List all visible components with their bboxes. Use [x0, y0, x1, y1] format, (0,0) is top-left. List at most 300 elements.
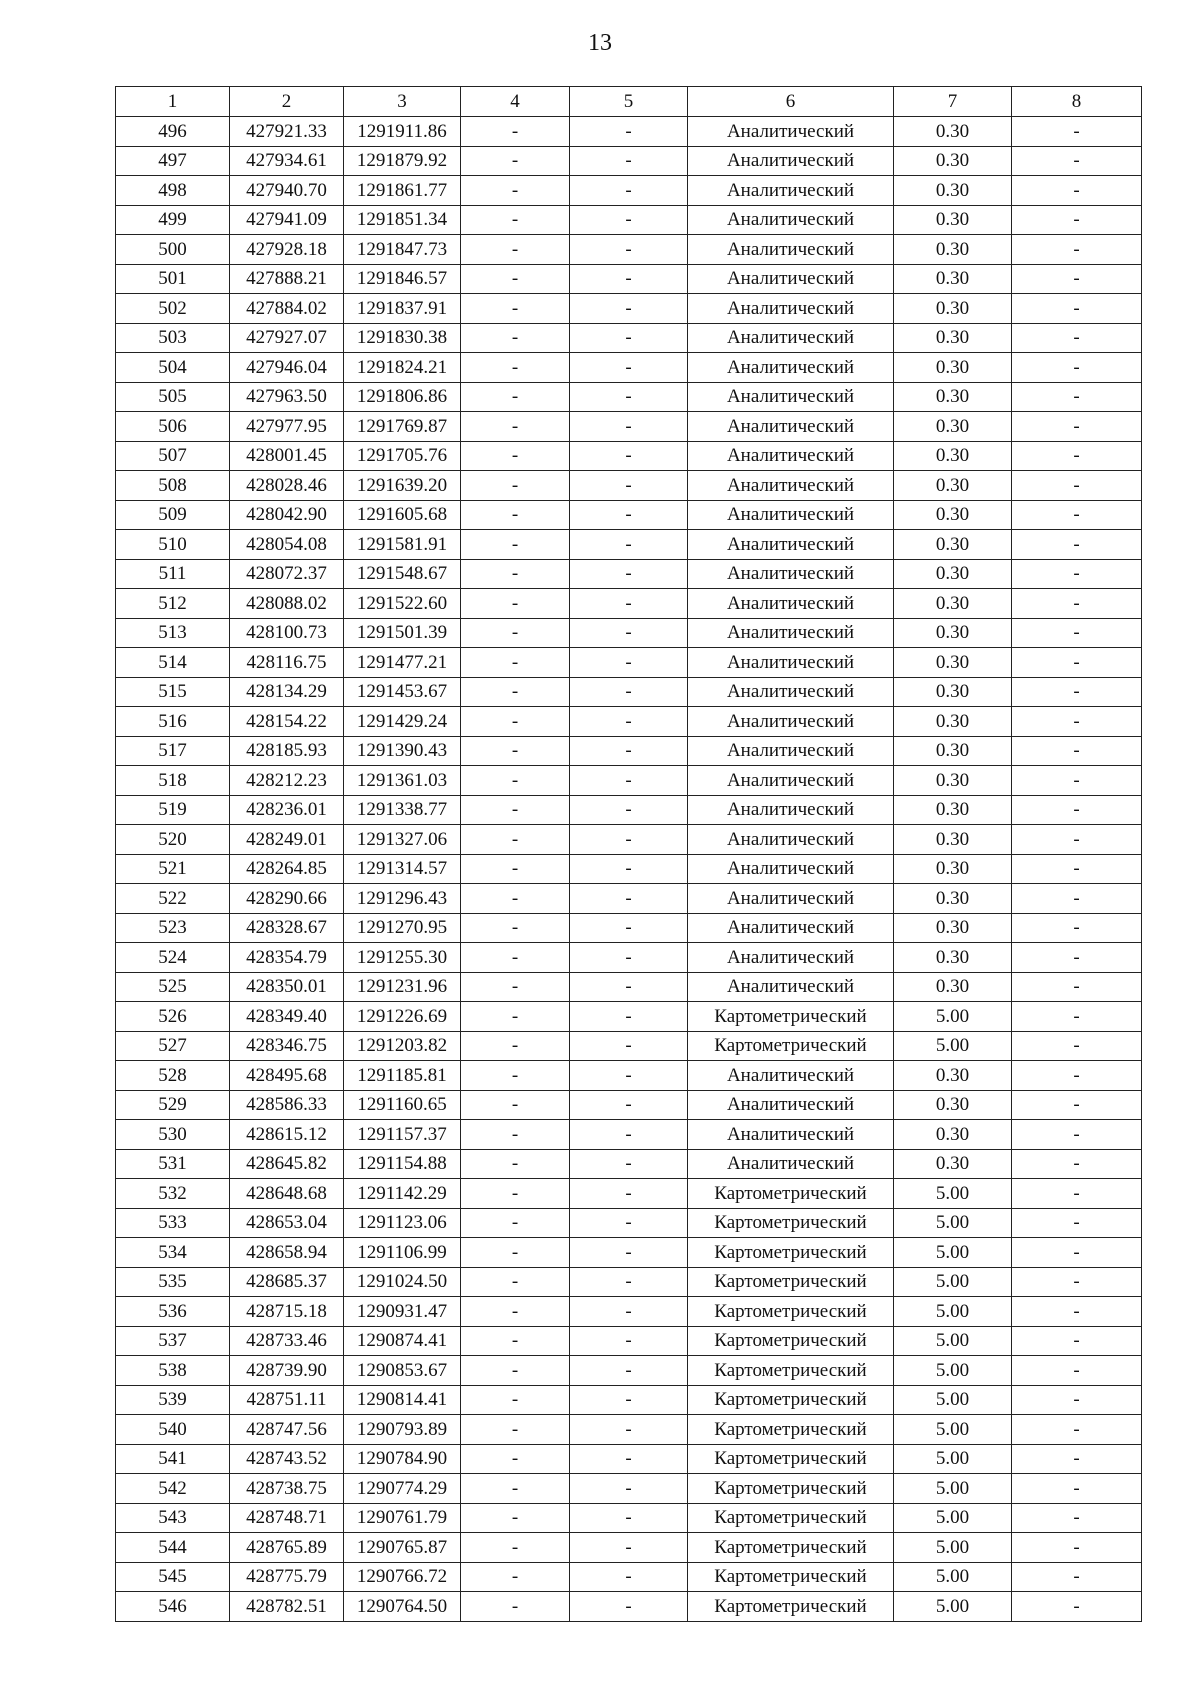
point-number-cell: 529 [116, 1090, 230, 1120]
y-coordinate-cell: 1291185.81 [344, 1061, 461, 1091]
point-number-cell: 525 [116, 972, 230, 1002]
column-8-cell: - [1012, 766, 1142, 796]
table-row [116, 353, 1142, 383]
accuracy-cell: 0.30 [894, 500, 1012, 530]
accuracy-cell: 0.30 [894, 677, 1012, 707]
y-coordinate-cell: 1291861.77 [344, 176, 461, 206]
y-coordinate-cell: 1290853.67 [344, 1356, 461, 1386]
accuracy-cell: 0.30 [894, 648, 1012, 678]
point-number-cell: 543 [116, 1503, 230, 1533]
y-coordinate-cell: 1291154.88 [344, 1149, 461, 1179]
y-coordinate-cell: 1291851.34 [344, 205, 461, 235]
point-number-cell: 533 [116, 1208, 230, 1238]
x-coordinate-cell: 428100.73 [230, 618, 344, 648]
x-coordinate-cell: 428748.71 [230, 1503, 344, 1533]
table-row [116, 1238, 1142, 1268]
column-header: 1 [116, 87, 230, 117]
y-coordinate-cell: 1291837.91 [344, 294, 461, 324]
column-5-cell: - [570, 1149, 688, 1179]
column-4-cell: - [461, 1090, 570, 1120]
column-8-cell: - [1012, 1090, 1142, 1120]
accuracy-cell: 0.30 [894, 264, 1012, 294]
column-8-cell: - [1012, 1208, 1142, 1238]
method-cell: Картометрический [688, 1326, 894, 1356]
y-coordinate-cell: 1290766.72 [344, 1562, 461, 1592]
y-coordinate-cell: 1290774.29 [344, 1474, 461, 1504]
x-coordinate-cell: 428658.94 [230, 1238, 344, 1268]
accuracy-cell: 0.30 [894, 323, 1012, 353]
x-coordinate-cell: 428495.68 [230, 1061, 344, 1091]
table-row [116, 913, 1142, 943]
x-coordinate-cell: 428751.11 [230, 1385, 344, 1415]
column-5-cell: - [570, 1562, 688, 1592]
x-coordinate-cell: 428715.18 [230, 1297, 344, 1327]
method-cell: Аналитический [688, 795, 894, 825]
column-8-cell: - [1012, 1474, 1142, 1504]
y-coordinate-cell: 1291581.91 [344, 530, 461, 560]
table-row [116, 323, 1142, 353]
x-coordinate-cell: 427940.70 [230, 176, 344, 206]
method-cell: Картометрический [688, 1592, 894, 1622]
table-row [116, 382, 1142, 412]
column-4-cell: - [461, 1385, 570, 1415]
column-4-cell: - [461, 736, 570, 766]
column-5-cell: - [570, 972, 688, 1002]
y-coordinate-cell: 1291296.43 [344, 884, 461, 914]
column-5-cell: - [570, 1090, 688, 1120]
table-row [116, 589, 1142, 619]
table-row [116, 1267, 1142, 1297]
column-8-cell: - [1012, 471, 1142, 501]
column-4-cell: - [461, 1061, 570, 1091]
column-4-cell: - [461, 441, 570, 471]
x-coordinate-cell: 428264.85 [230, 854, 344, 884]
column-8-cell: - [1012, 825, 1142, 855]
point-number-cell: 501 [116, 264, 230, 294]
column-4-cell: - [461, 1474, 570, 1504]
x-coordinate-cell: 428739.90 [230, 1356, 344, 1386]
column-5-cell: - [570, 943, 688, 973]
x-coordinate-cell: 428154.22 [230, 707, 344, 737]
column-5-cell: - [570, 1061, 688, 1091]
column-5-cell: - [570, 618, 688, 648]
column-8-cell: - [1012, 707, 1142, 737]
point-number-cell: 544 [116, 1533, 230, 1563]
method-cell: Аналитический [688, 589, 894, 619]
y-coordinate-cell: 1291314.57 [344, 854, 461, 884]
method-cell: Картометрический [688, 1474, 894, 1504]
point-number-cell: 505 [116, 382, 230, 412]
y-coordinate-cell: 1291911.86 [344, 117, 461, 147]
x-coordinate-cell: 427884.02 [230, 294, 344, 324]
y-coordinate-cell: 1291522.60 [344, 589, 461, 619]
accuracy-cell: 5.00 [894, 1533, 1012, 1563]
table-row [116, 677, 1142, 707]
accuracy-cell: 5.00 [894, 1326, 1012, 1356]
column-8-cell: - [1012, 1356, 1142, 1386]
point-number-cell: 515 [116, 677, 230, 707]
accuracy-cell: 0.30 [894, 1120, 1012, 1150]
method-cell: Аналитический [688, 618, 894, 648]
page-number: 13 [588, 30, 612, 56]
column-8-cell: - [1012, 1238, 1142, 1268]
method-cell: Аналитический [688, 530, 894, 560]
column-4-cell: - [461, 471, 570, 501]
column-4-cell: - [461, 1267, 570, 1297]
y-coordinate-cell: 1291501.39 [344, 618, 461, 648]
coordinates-table [115, 86, 1142, 1622]
column-5-cell: - [570, 441, 688, 471]
x-coordinate-cell: 428782.51 [230, 1592, 344, 1622]
method-cell: Картометрический [688, 1002, 894, 1032]
table-row [116, 1002, 1142, 1032]
point-number-cell: 498 [116, 176, 230, 206]
column-8-cell: - [1012, 1592, 1142, 1622]
column-8-cell: - [1012, 264, 1142, 294]
column-header: 3 [344, 87, 461, 117]
column-5-cell: - [570, 1208, 688, 1238]
column-5-cell: - [570, 736, 688, 766]
column-5-cell: - [570, 382, 688, 412]
accuracy-cell: 5.00 [894, 1002, 1012, 1032]
y-coordinate-cell: 1291847.73 [344, 235, 461, 265]
method-cell: Аналитический [688, 441, 894, 471]
accuracy-cell: 0.30 [894, 707, 1012, 737]
accuracy-cell: 0.30 [894, 736, 1012, 766]
x-coordinate-cell: 427941.09 [230, 205, 344, 235]
table-row [116, 1326, 1142, 1356]
y-coordinate-cell: 1291705.76 [344, 441, 461, 471]
x-coordinate-cell: 427934.61 [230, 146, 344, 176]
method-cell: Картометрический [688, 1297, 894, 1327]
x-coordinate-cell: 427977.95 [230, 412, 344, 442]
column-4-cell: - [461, 648, 570, 678]
column-5-cell: - [570, 1179, 688, 1209]
accuracy-cell: 5.00 [894, 1415, 1012, 1445]
x-coordinate-cell: 428648.68 [230, 1179, 344, 1209]
accuracy-cell: 0.30 [894, 441, 1012, 471]
method-cell: Картометрический [688, 1533, 894, 1563]
accuracy-cell: 0.30 [894, 559, 1012, 589]
method-cell: Аналитический [688, 353, 894, 383]
point-number-cell: 500 [116, 235, 230, 265]
table-row [116, 1120, 1142, 1150]
column-5-cell: - [570, 825, 688, 855]
method-cell: Аналитический [688, 648, 894, 678]
column-4-cell: - [461, 589, 570, 619]
point-number-cell: 531 [116, 1149, 230, 1179]
column-5-cell: - [570, 1385, 688, 1415]
accuracy-cell: 0.30 [894, 146, 1012, 176]
point-number-cell: 545 [116, 1562, 230, 1592]
y-coordinate-cell: 1291390.43 [344, 736, 461, 766]
column-8-cell: - [1012, 1267, 1142, 1297]
y-coordinate-cell: 1290765.87 [344, 1533, 461, 1563]
y-coordinate-cell: 1290784.90 [344, 1444, 461, 1474]
method-cell: Аналитический [688, 1120, 894, 1150]
column-8-cell: - [1012, 736, 1142, 766]
column-8-cell: - [1012, 1061, 1142, 1091]
accuracy-cell: 0.30 [894, 795, 1012, 825]
method-cell: Картометрический [688, 1356, 894, 1386]
column-5-cell: - [570, 1503, 688, 1533]
x-coordinate-cell: 428645.82 [230, 1149, 344, 1179]
y-coordinate-cell: 1291123.06 [344, 1208, 461, 1238]
column-4-cell: - [461, 854, 570, 884]
column-4-cell: - [461, 1562, 570, 1592]
column-5-cell: - [570, 677, 688, 707]
column-5-cell: - [570, 471, 688, 501]
method-cell: Картометрический [688, 1208, 894, 1238]
x-coordinate-cell: 428185.93 [230, 736, 344, 766]
x-coordinate-cell: 428354.79 [230, 943, 344, 973]
column-5-cell: - [570, 264, 688, 294]
method-cell: Аналитический [688, 559, 894, 589]
column-8-cell: - [1012, 1120, 1142, 1150]
column-5-cell: - [570, 1002, 688, 1032]
x-coordinate-cell: 428001.45 [230, 441, 344, 471]
column-4-cell: - [461, 766, 570, 796]
accuracy-cell: 5.00 [894, 1238, 1012, 1268]
x-coordinate-cell: 428134.29 [230, 677, 344, 707]
x-coordinate-cell: 428054.08 [230, 530, 344, 560]
column-5-cell: - [570, 589, 688, 619]
x-coordinate-cell: 428685.37 [230, 1267, 344, 1297]
point-number-cell: 506 [116, 412, 230, 442]
point-number-cell: 520 [116, 825, 230, 855]
method-cell: Аналитический [688, 913, 894, 943]
y-coordinate-cell: 1291361.03 [344, 766, 461, 796]
column-5-cell: - [570, 146, 688, 176]
table-row [116, 235, 1142, 265]
column-8-cell: - [1012, 117, 1142, 147]
column-4-cell: - [461, 1297, 570, 1327]
method-cell: Картометрический [688, 1267, 894, 1297]
x-coordinate-cell: 428350.01 [230, 972, 344, 1002]
column-4-cell: - [461, 707, 570, 737]
column-5-cell: - [570, 1533, 688, 1563]
column-8-cell: - [1012, 323, 1142, 353]
method-cell: Аналитический [688, 972, 894, 1002]
column-4-cell: - [461, 1238, 570, 1268]
accuracy-cell: 0.30 [894, 589, 1012, 619]
accuracy-cell: 5.00 [894, 1444, 1012, 1474]
x-coordinate-cell: 428775.79 [230, 1562, 344, 1592]
table-row [116, 1474, 1142, 1504]
column-5-cell: - [570, 1120, 688, 1150]
column-4-cell: - [461, 1208, 570, 1238]
x-coordinate-cell: 428743.52 [230, 1444, 344, 1474]
y-coordinate-cell: 1291605.68 [344, 500, 461, 530]
accuracy-cell: 5.00 [894, 1592, 1012, 1622]
y-coordinate-cell: 1291327.06 [344, 825, 461, 855]
column-8-cell: - [1012, 294, 1142, 324]
column-8-cell: - [1012, 589, 1142, 619]
method-cell: Аналитический [688, 854, 894, 884]
point-number-cell: 508 [116, 471, 230, 501]
column-5-cell: - [570, 766, 688, 796]
column-4-cell: - [461, 1592, 570, 1622]
column-5-cell: - [570, 353, 688, 383]
column-5-cell: - [570, 530, 688, 560]
column-8-cell: - [1012, 1385, 1142, 1415]
column-4-cell: - [461, 1533, 570, 1563]
y-coordinate-cell: 1291255.30 [344, 943, 461, 973]
point-number-cell: 524 [116, 943, 230, 973]
column-5-cell: - [570, 1297, 688, 1327]
table-row [116, 1031, 1142, 1061]
point-number-cell: 497 [116, 146, 230, 176]
method-cell: Аналитический [688, 264, 894, 294]
column-4-cell: - [461, 677, 570, 707]
y-coordinate-cell: 1291477.21 [344, 648, 461, 678]
column-4-cell: - [461, 146, 570, 176]
column-5-cell: - [570, 1415, 688, 1445]
column-4-cell: - [461, 412, 570, 442]
column-5-cell: - [570, 235, 688, 265]
column-8-cell: - [1012, 854, 1142, 884]
table-row [116, 117, 1142, 147]
accuracy-cell: 0.30 [894, 1090, 1012, 1120]
x-coordinate-cell: 427927.07 [230, 323, 344, 353]
column-4-cell: - [461, 1415, 570, 1445]
column-4-cell: - [461, 1444, 570, 1474]
column-5-cell: - [570, 854, 688, 884]
method-cell: Аналитический [688, 1149, 894, 1179]
point-number-cell: 516 [116, 707, 230, 737]
column-8-cell: - [1012, 441, 1142, 471]
x-coordinate-cell: 428042.90 [230, 500, 344, 530]
method-cell: Картометрический [688, 1179, 894, 1209]
x-coordinate-cell: 428328.67 [230, 913, 344, 943]
column-8-cell: - [1012, 913, 1142, 943]
point-number-cell: 511 [116, 559, 230, 589]
method-cell: Аналитический [688, 117, 894, 147]
point-number-cell: 507 [116, 441, 230, 471]
column-5-cell: - [570, 1592, 688, 1622]
point-number-cell: 518 [116, 766, 230, 796]
table-row [116, 500, 1142, 530]
y-coordinate-cell: 1291806.86 [344, 382, 461, 412]
accuracy-cell: 5.00 [894, 1208, 1012, 1238]
table-row [116, 825, 1142, 855]
point-number-cell: 539 [116, 1385, 230, 1415]
y-coordinate-cell: 1291548.67 [344, 559, 461, 589]
y-coordinate-cell: 1291024.50 [344, 1267, 461, 1297]
accuracy-cell: 0.30 [894, 382, 1012, 412]
table-row [116, 1061, 1142, 1091]
method-cell: Аналитический [688, 1061, 894, 1091]
table-row [116, 943, 1142, 973]
column-4-cell: - [461, 353, 570, 383]
table-row [116, 176, 1142, 206]
point-number-cell: 534 [116, 1238, 230, 1268]
table-row [116, 1149, 1142, 1179]
column-5-cell: - [570, 1267, 688, 1297]
accuracy-cell: 0.30 [894, 884, 1012, 914]
accuracy-cell: 5.00 [894, 1179, 1012, 1209]
table-row [116, 1533, 1142, 1563]
point-number-cell: 522 [116, 884, 230, 914]
x-coordinate-cell: 428586.33 [230, 1090, 344, 1120]
method-cell: Аналитический [688, 412, 894, 442]
column-5-cell: - [570, 117, 688, 147]
table-row [116, 1503, 1142, 1533]
y-coordinate-cell: 1291203.82 [344, 1031, 461, 1061]
column-4-cell: - [461, 1149, 570, 1179]
table-row [116, 1415, 1142, 1445]
accuracy-cell: 0.30 [894, 412, 1012, 442]
x-coordinate-cell: 427921.33 [230, 117, 344, 147]
method-cell: Картометрический [688, 1031, 894, 1061]
x-coordinate-cell: 427946.04 [230, 353, 344, 383]
y-coordinate-cell: 1290761.79 [344, 1503, 461, 1533]
column-8-cell: - [1012, 943, 1142, 973]
method-cell: Картометрический [688, 1385, 894, 1415]
column-4-cell: - [461, 176, 570, 206]
column-4-cell: - [461, 1326, 570, 1356]
column-5-cell: - [570, 1326, 688, 1356]
column-8-cell: - [1012, 1503, 1142, 1533]
column-header: 2 [230, 87, 344, 117]
column-4-cell: - [461, 382, 570, 412]
x-coordinate-cell: 427928.18 [230, 235, 344, 265]
accuracy-cell: 0.30 [894, 1149, 1012, 1179]
column-4-cell: - [461, 1120, 570, 1150]
point-number-cell: 502 [116, 294, 230, 324]
column-8-cell: - [1012, 1444, 1142, 1474]
table-row [116, 618, 1142, 648]
method-cell: Картометрический [688, 1415, 894, 1445]
method-cell: Аналитический [688, 677, 894, 707]
point-number-cell: 521 [116, 854, 230, 884]
table-row [116, 1592, 1142, 1622]
table-row [116, 1385, 1142, 1415]
column-5-cell: - [570, 648, 688, 678]
point-number-cell: 496 [116, 117, 230, 147]
table-row [116, 471, 1142, 501]
accuracy-cell: 0.30 [894, 471, 1012, 501]
column-5-cell: - [570, 884, 688, 914]
method-cell: Аналитический [688, 176, 894, 206]
column-8-cell: - [1012, 1533, 1142, 1563]
x-coordinate-cell: 428349.40 [230, 1002, 344, 1032]
table-row [116, 766, 1142, 796]
table-row [116, 884, 1142, 914]
point-number-cell: 526 [116, 1002, 230, 1032]
column-4-cell: - [461, 825, 570, 855]
x-coordinate-cell: 428072.37 [230, 559, 344, 589]
y-coordinate-cell: 1291106.99 [344, 1238, 461, 1268]
y-coordinate-cell: 1291879.92 [344, 146, 461, 176]
column-4-cell: - [461, 117, 570, 147]
point-number-cell: 537 [116, 1326, 230, 1356]
method-cell: Аналитический [688, 736, 894, 766]
table-row [116, 1356, 1142, 1386]
y-coordinate-cell: 1291226.69 [344, 1002, 461, 1032]
x-coordinate-cell: 428765.89 [230, 1533, 344, 1563]
method-cell: Аналитический [688, 382, 894, 412]
method-cell: Аналитический [688, 500, 894, 530]
accuracy-cell: 0.30 [894, 176, 1012, 206]
point-number-cell: 517 [116, 736, 230, 766]
point-number-cell: 528 [116, 1061, 230, 1091]
column-5-cell: - [570, 500, 688, 530]
y-coordinate-cell: 1291142.29 [344, 1179, 461, 1209]
point-number-cell: 527 [116, 1031, 230, 1061]
column-5-cell: - [570, 412, 688, 442]
y-coordinate-cell: 1290764.50 [344, 1592, 461, 1622]
